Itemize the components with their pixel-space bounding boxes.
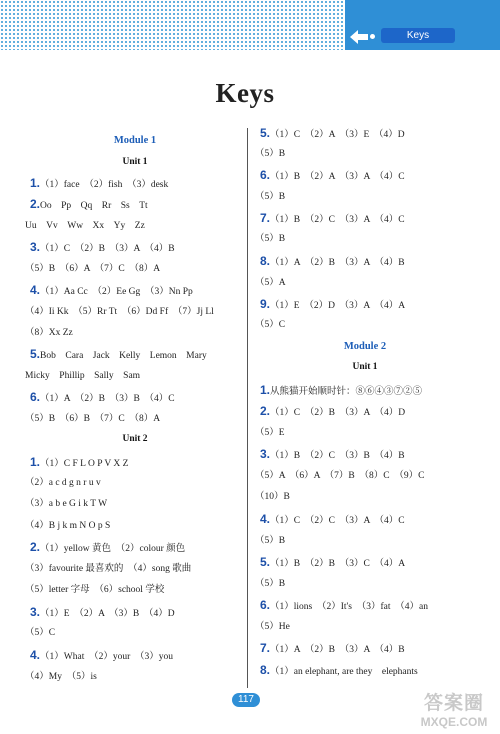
answer-text: （1）C （2）B （3）A （4）B <box>40 244 175 254</box>
answer-text: （5）B <box>255 536 286 546</box>
question-number: 6. <box>30 390 41 404</box>
answer-text: Uu Vv Ww Xx Yy Zz <box>25 221 145 231</box>
answer-text: （2）a c d g n r u v <box>25 478 101 488</box>
answer-text: （1）face （2）fish （3）desk <box>40 180 169 190</box>
answer-text: （1）an elephant, are they elephants <box>270 667 418 677</box>
answer-text: （5）A （6）A （7）B （8）C （9）C <box>255 471 425 481</box>
answer-line <box>260 405 405 419</box>
answer-line <box>260 642 405 656</box>
answer-line <box>25 370 140 382</box>
dotted-header-pattern <box>0 0 345 50</box>
answer-line <box>260 556 405 570</box>
answer-text: （1）Aa Cc （2）Ee Gg （3）Nn Pp <box>40 287 193 297</box>
question-number: 6. <box>260 598 271 612</box>
answer-line <box>30 177 168 191</box>
answer-text: （5）E <box>255 428 285 438</box>
watermark-logo <box>408 693 500 734</box>
answer-line <box>255 535 285 547</box>
answer-text: （3）favourite 最喜欢的 （4）song 歌曲 <box>25 564 192 574</box>
answer-text: （5）B <box>255 234 286 244</box>
answer-text: （1）A （2）B （3）A （4）B <box>270 645 405 655</box>
answer-text: （1）E （2）A （3）B （4）D <box>40 609 175 619</box>
column-divider <box>247 128 248 688</box>
answer-line <box>255 191 285 203</box>
answer-line <box>255 621 290 633</box>
answer-line <box>255 470 424 482</box>
unit-heading: Unit 2 <box>122 434 148 444</box>
answer-line <box>25 671 97 683</box>
answer-line <box>260 298 405 312</box>
answer-text: （5）letter 字母 （6）school 学校 <box>25 585 165 595</box>
answer-line <box>25 413 160 425</box>
answer-text: （5）He <box>255 622 290 632</box>
answer-line <box>30 391 175 405</box>
answer-text: Bob Cara Jack Kelly Lemon Mary <box>40 351 207 361</box>
question-number: 2. <box>30 197 41 211</box>
question-number: 1. <box>30 176 41 190</box>
answer-text: （1）lions （2）It's （3）fat （4）an <box>270 602 428 612</box>
answer-text: （1）B （2）A （3）A （4）C <box>270 172 405 182</box>
answer-text: （1）C F L O P V X Z <box>40 459 129 469</box>
dot-icon <box>370 34 375 39</box>
question-number: 1. <box>30 455 41 469</box>
answer-text: （4）B j k m N O p S <box>25 521 111 531</box>
page-number: 117 <box>232 693 260 707</box>
answer-text: 从熊猫开始顺时针：⑧⑥④③⑦②⑤ <box>270 387 423 397</box>
answer-text: （10）B <box>255 492 290 502</box>
answer-line <box>260 255 405 269</box>
answer-text: （1）C （2）C （3）A （4）C <box>270 516 405 526</box>
answer-text: （5）B <box>255 192 286 202</box>
unit-heading: Unit 1 <box>122 157 148 167</box>
answer-text: （5）C <box>255 320 286 330</box>
answer-line <box>25 327 73 339</box>
answer-line <box>255 319 285 331</box>
answer-text: （8）Xx Zz <box>25 328 73 338</box>
answer-line <box>30 649 173 663</box>
answer-text: （1）C （2）B （3）A （4）D <box>270 408 406 418</box>
answer-text: （1）E （2）D （3）A （4）A <box>270 301 406 311</box>
answer-line <box>255 233 285 245</box>
answer-line <box>255 491 290 503</box>
question-number: 2. <box>260 404 271 418</box>
answer-text: （3）a b e G i k T W <box>25 499 108 509</box>
answer-text: （5）C <box>25 628 56 638</box>
answer-line <box>30 456 128 470</box>
answer-text: Micky Phillip Sally Sam <box>25 371 141 381</box>
answer-line <box>30 241 175 255</box>
answer-text: （4）Ii Kk （5）Rr Tt （6）Dd Ff （7）Jj Ll <box>25 307 214 317</box>
module-heading: Module 2 <box>343 341 387 352</box>
answer-line <box>30 606 175 620</box>
answer-line <box>255 277 286 289</box>
answer-text: （1）C （2）A （3）E （4）D <box>270 130 405 140</box>
answer-line <box>25 498 107 510</box>
answer-line <box>260 169 405 183</box>
answer-line <box>30 198 148 212</box>
answer-text: （1）yellow 黄色 （2）colour 颜色 <box>40 544 186 554</box>
answer-text: （1）What （2）your （3）you <box>40 652 174 662</box>
answer-text: （1）A （2）B （3）A （4）B <box>270 258 405 268</box>
question-number: 7. <box>260 211 271 225</box>
answer-text: （5）B （6）A （7）C （8）A <box>25 264 161 274</box>
answer-line <box>25 220 145 232</box>
answer-line <box>260 664 418 678</box>
question-number: 5. <box>30 347 41 361</box>
answer-line <box>255 148 285 160</box>
answer-text: （1）B （2）B （3）C （4）A <box>270 559 406 569</box>
back-arrow-icon <box>350 30 368 44</box>
unit-heading: Unit 1 <box>352 362 378 372</box>
answer-text: （1）B （2）C （3）B （4）B <box>270 451 405 461</box>
answer-line <box>30 348 207 362</box>
page-title: Keys <box>215 78 275 108</box>
answer-text: Oo Pp Qq Rr Ss Tt <box>40 201 148 211</box>
question-number: 4. <box>260 512 271 526</box>
question-number: 8. <box>260 254 271 268</box>
answer-text: （1）A （2）B （3）B （4）C <box>40 394 175 404</box>
question-number: 7. <box>260 641 271 655</box>
answer-line <box>260 384 422 398</box>
module-heading: Module 1 <box>113 135 157 146</box>
answer-line <box>25 563 191 575</box>
question-number: 5. <box>260 126 271 140</box>
keys-tab: Keys <box>381 28 455 43</box>
watermark-top: 答案圈 <box>423 693 484 714</box>
watermark-bottom: MXQE.COM <box>420 715 488 729</box>
answer-line <box>25 306 214 318</box>
answer-line <box>25 520 110 532</box>
question-number: 8. <box>260 663 271 677</box>
answer-line <box>25 584 164 596</box>
answer-line <box>255 427 285 439</box>
question-number: 6. <box>260 168 271 182</box>
answer-line <box>30 541 185 555</box>
question-number: 1. <box>260 383 271 397</box>
answer-text: （5）B <box>255 149 286 159</box>
question-number: 4. <box>30 648 41 662</box>
answer-line <box>260 448 405 462</box>
answer-line <box>255 578 285 590</box>
answer-text: （4）My （5）is <box>25 672 97 682</box>
question-number: 4. <box>30 283 41 297</box>
answer-line <box>260 513 405 527</box>
answer-text: （5）A <box>255 278 286 288</box>
answer-line <box>260 599 428 613</box>
answer-line <box>25 627 55 639</box>
answer-text: （5）B （6）B （7）C （8）A <box>25 414 161 424</box>
answer-text: （5）B <box>255 579 286 589</box>
question-number: 5. <box>260 555 271 569</box>
answer-line <box>260 127 405 141</box>
answer-text: （1）B （2）C （3）A （4）C <box>270 215 405 225</box>
answer-line <box>30 284 193 298</box>
question-number: 3. <box>30 240 41 254</box>
answer-line <box>25 477 101 489</box>
answer-line <box>260 212 405 226</box>
question-number: 3. <box>260 447 271 461</box>
question-number: 3. <box>30 605 41 619</box>
answer-line <box>25 263 160 275</box>
question-number: 9. <box>260 297 271 311</box>
question-number: 2. <box>30 540 41 554</box>
